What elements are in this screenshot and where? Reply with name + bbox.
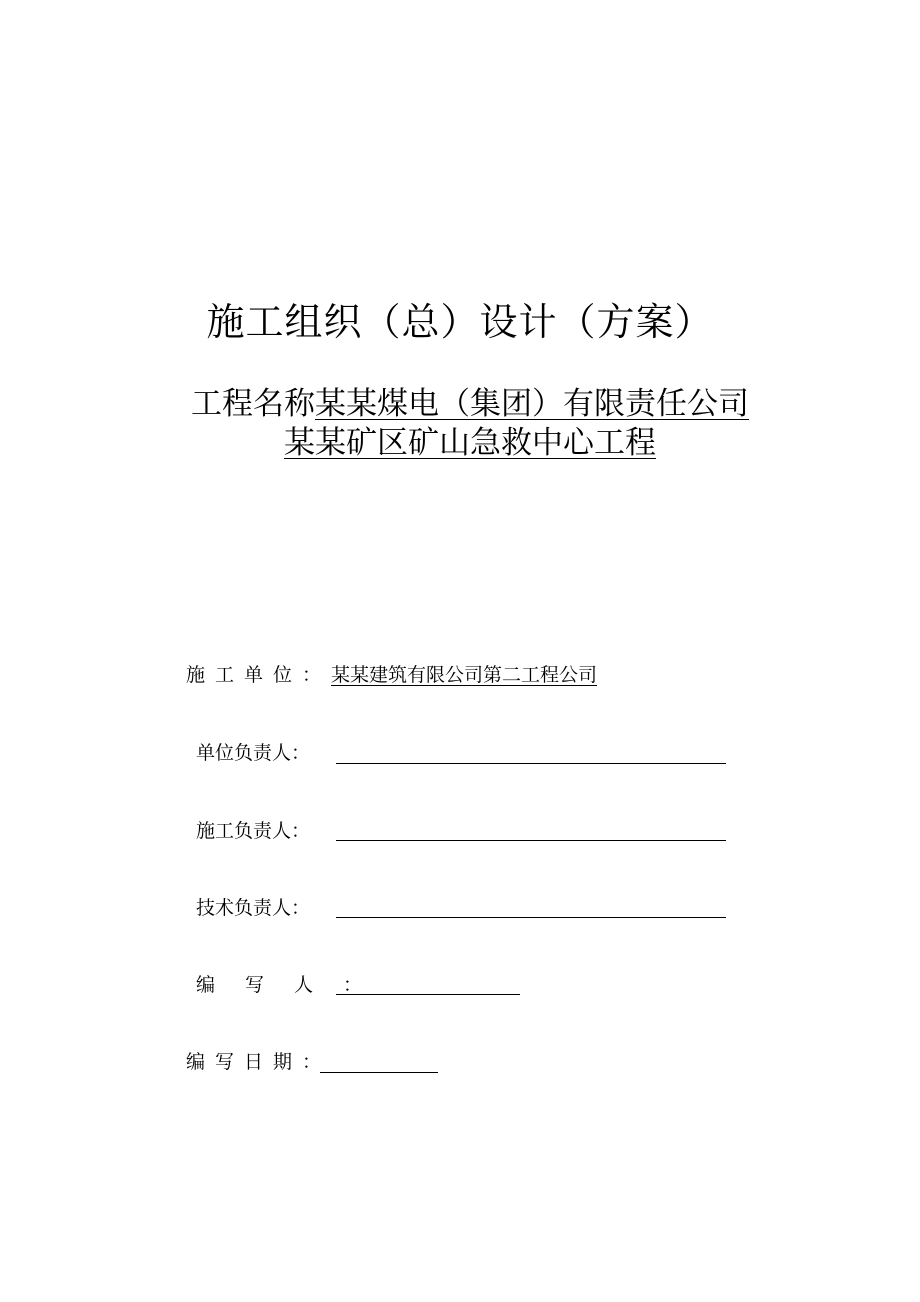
construction-unit-value: 某某建筑有限公司第二工程公司 (331, 664, 598, 686)
construction-unit-field (186, 662, 597, 688)
project-name-part-2: 某某矿区矿山急救中心工程 (284, 425, 656, 461)
document-title: 施工组织（总）设计（方案） (206, 300, 714, 344)
technical-leader-signature-line (336, 917, 726, 918)
project-label: 工程名称 (191, 386, 315, 422)
write-date-line (320, 1072, 438, 1073)
write-date-label: 编写日期： (186, 1051, 332, 1073)
project-name-line-1 (0, 383, 920, 425)
construction-leader-signature-line (336, 840, 726, 841)
writer-signature-line (336, 994, 520, 995)
construction-unit-label: 施工单位： (186, 664, 332, 686)
project-name-line-2 (0, 422, 920, 464)
project-name-part-1: 某某煤电（集团）有限责任公司 (315, 386, 749, 422)
unit-leader-signature-line (336, 763, 726, 764)
technical-leader-label: 技术负责人： (196, 897, 311, 919)
unit-leader-label: 单位负责人： (196, 742, 311, 764)
writer-label: 编写人： (196, 974, 393, 996)
construction-leader-label: 施工负责人： (196, 820, 311, 842)
